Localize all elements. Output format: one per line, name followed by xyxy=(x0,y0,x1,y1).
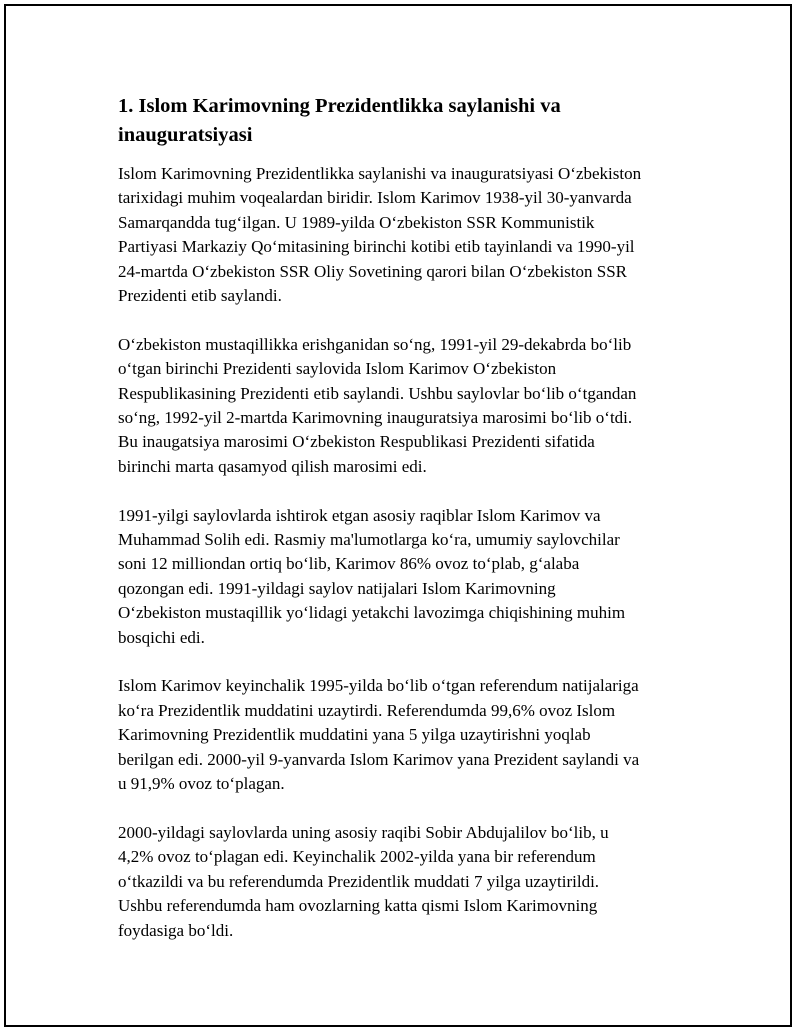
text-line: 4,2% ovoz to‘plagan edi. Keyinchalik 2002-yilda yana bir referendum xyxy=(118,847,596,867)
text-line: Respublikasining Prezidenti etib saylandi. Ushbu saylovlar bo‘lib o‘tgandan xyxy=(118,383,637,403)
text-line: Karimovning Prezidentlik muddatini yana 5 yilga uzaytirishni yoqlab xyxy=(118,725,591,745)
text-line: Partiyasi Markaziy Qo‘mitasining birinchi kotibi etib tayinlandi va 1990-yil xyxy=(118,237,635,257)
text-line: tarixidagi muhim voqealardan biridir. Islom Karimov 1938-yil 30-yanvarda xyxy=(118,188,632,208)
paragraph-1 xyxy=(118,162,688,308)
text-line: Ushbu referendumda ham ovozlarning katta qismi Islom Karimovning xyxy=(118,896,598,916)
text-line: O‘zbekiston mustaqillik yo‘lidagi yetakchi lavozimga chiqishining muhim xyxy=(118,603,626,623)
text-line: 1991-yilgi saylovlarda ishtirok etgan asosiy raqiblar Islom Karimov va xyxy=(118,505,601,525)
text-line: Bu inaugatsiya marosimi O‘zbekiston Respublikasi Prezidenti sifatida xyxy=(118,432,595,452)
paragraph-4 xyxy=(118,674,688,796)
text-line: o‘tgan birinchi Prezidenti saylovida Islom Karimov O‘zbekiston xyxy=(118,359,557,379)
text-line: bosqichi edi. xyxy=(118,627,205,647)
text-line: foydasiga bo‘ldi. xyxy=(118,920,234,940)
text-line: u 91,9% ovoz to‘plagan. xyxy=(118,774,285,794)
text-line: Prezidenti etib saylandi. xyxy=(118,286,282,306)
text-line: o‘tkazildi va bu referendumda Prezidentlik muddati 7 yilga uzaytirildi. xyxy=(118,871,600,891)
text-line: ko‘ra Prezidentlik muddatini uzaytirdi. Referendumda 99,6% ovoz Islom xyxy=(118,700,616,720)
text-line: Islom Karimovning Prezidentlikka saylanishi va inauguratsiyasi O‘zbekiston xyxy=(118,164,642,183)
text-line: soni 12 milliondan ortiq bo‘lib, Karimov 86% ovoz to‘plab, g‘alaba xyxy=(118,554,580,574)
text-line: birinchi marta qasamyod qilish marosimi edi. xyxy=(118,456,427,476)
text-line: 24-martda O‘zbekiston SSR Oliy Sovetining qarori bilan O‘zbekiston SSR xyxy=(118,261,628,281)
paragraph-3 xyxy=(118,504,688,650)
paragraph-2 xyxy=(118,333,688,479)
text-line: Muhammad Solih edi. Rasmiy ma'lumotlarga ko‘ra, umumiy saylovchilar xyxy=(118,530,620,550)
text-line: so‘ng, 1992-yil 2-martda Karimovning inauguratsiya marosimi bo‘lib o‘tdi. xyxy=(118,408,633,428)
text-line: Islom Karimov keyinchalik 1995-yilda bo‘lib o‘tgan referendum natijalariga xyxy=(118,676,639,696)
text-line: Samarqandda tug‘ilgan. U 1989-yilda O‘zbekiston SSR Kommunistik xyxy=(118,212,595,232)
title-line: inauguratsiyasi xyxy=(118,124,253,146)
text-line: 2000-yildagi saylovlarda uning asosiy raqibi Sobir Abdujalilov bo‘lib, u xyxy=(118,822,609,842)
document-body xyxy=(118,92,688,967)
text-line: O‘zbekiston mustaqillikka erishganidan so‘ng, 1991-yil 29-dekabrda bo‘lib xyxy=(118,334,632,354)
text-line: berilgan edi. 2000-yil 9-yanvarda Islom Karimov yana Prezident saylandi va xyxy=(118,749,640,769)
paragraph-5 xyxy=(118,821,688,943)
document-title xyxy=(118,92,688,150)
text-line: qozongan edi. 1991-yildagi saylov natijalari Islom Karimovning xyxy=(118,578,556,598)
title-line: 1. Islom Karimovning Prezidentlikka saylanishi va xyxy=(118,95,561,117)
